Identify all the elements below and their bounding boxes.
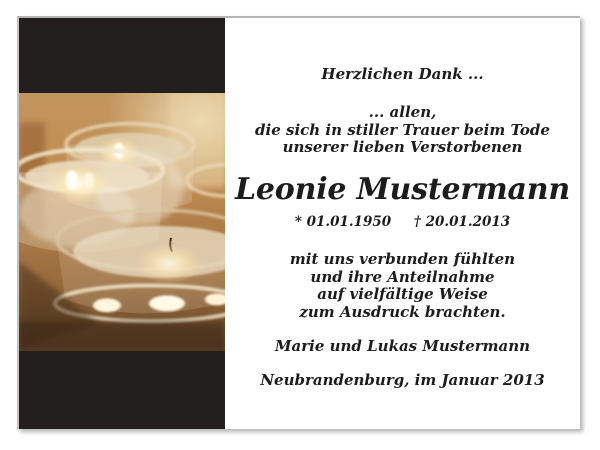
bottom-black-band bbox=[19, 351, 225, 429]
place-and-date: Neubrandenburg, im Januar 2013 bbox=[260, 371, 545, 389]
acknowledgement-line: und ihre Anteilnahme bbox=[310, 267, 495, 286]
acknowledgement-line: mit uns verbunden fühlten bbox=[289, 250, 516, 268]
card-content bbox=[225, 18, 580, 429]
acknowledgement-line: auf vielfältige Weise bbox=[317, 285, 488, 303]
top-black-band bbox=[19, 18, 225, 93]
intro-line: unserer lieben Verstorbenen bbox=[282, 138, 523, 156]
thanks-heading: Herzlichen Dank ... bbox=[321, 65, 484, 83]
life-dates bbox=[225, 214, 580, 230]
memorial-card bbox=[17, 16, 580, 429]
family-signature: Marie und Lukas Mustermann bbox=[274, 337, 531, 355]
candles-photo bbox=[19, 93, 225, 351]
acknowledgement-lines bbox=[225, 251, 580, 321]
death-date: † 20.01.2013 bbox=[413, 214, 511, 230]
intro-lines bbox=[225, 104, 580, 157]
photo-panel bbox=[19, 18, 225, 429]
intro-line: die sich in stiller Trauer beim Tode bbox=[255, 120, 550, 139]
acknowledgement-line: zum Ausdruck brachten. bbox=[299, 302, 506, 321]
intro-line: ... allen, bbox=[368, 103, 437, 121]
deceased-name: Leonie Mustermann bbox=[235, 172, 570, 207]
birth-date: * 01.01.1950 bbox=[294, 214, 392, 230]
